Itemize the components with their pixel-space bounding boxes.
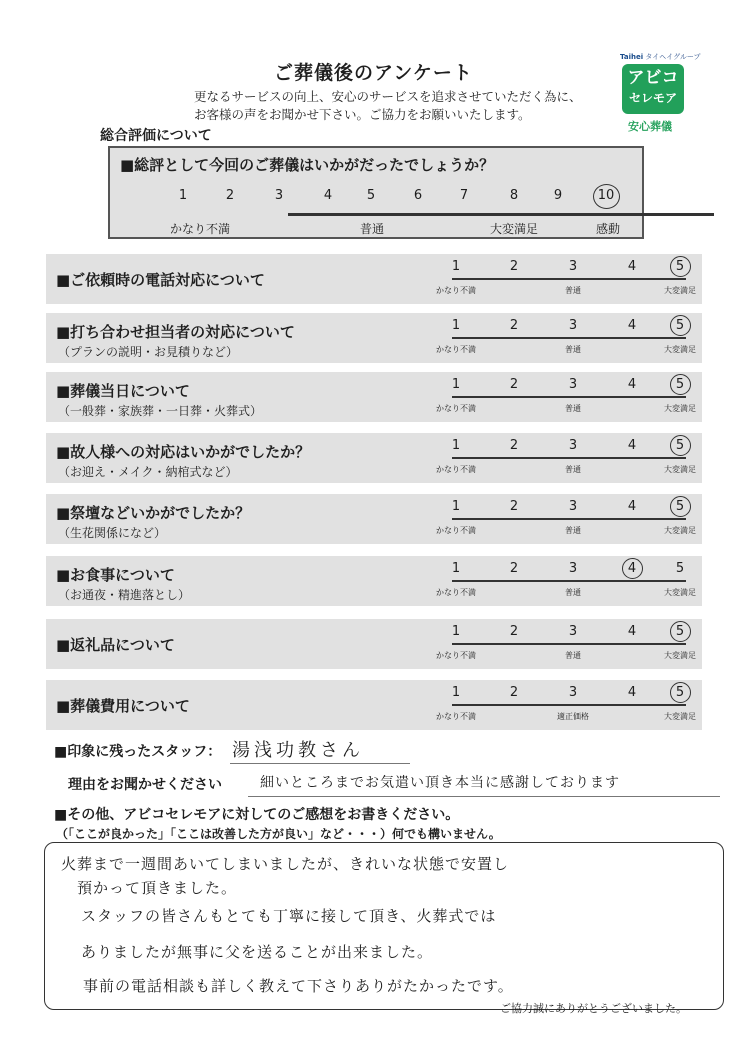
overall-label-high: 大変満足 — [489, 222, 539, 236]
reason-underline — [248, 796, 720, 797]
rating-option-2[interactable]: 2 — [509, 561, 519, 576]
rating-option-5[interactable]: 5 — [675, 685, 685, 700]
rating-option-4[interactable]: 4 — [627, 438, 637, 453]
question-row-1 — [46, 254, 702, 304]
rating-scale-line — [452, 457, 686, 459]
rating-label-1: 普通 — [565, 526, 581, 535]
rating-label-2: 大変満足 — [664, 526, 696, 535]
overall-scale-7[interactable]: 7 — [459, 188, 469, 203]
rating-label-2: 大変満足 — [664, 286, 696, 295]
rating-label-0: かなり不満 — [436, 651, 476, 660]
rating-label-0: かなり不満 — [436, 526, 476, 535]
overall-selected-circle — [593, 184, 620, 209]
logo-brand: Taihei タイヘイグループ — [620, 53, 701, 61]
rating-option-3[interactable]: 3 — [568, 377, 578, 392]
overall-scale-3[interactable]: 3 — [274, 188, 284, 203]
intro-line-2: お客様の声をお聞かせ下さい。ご協力をお願いいたします。 — [194, 107, 531, 122]
overall-scale-2[interactable]: 2 — [225, 188, 235, 203]
rating-option-4[interactable]: 4 — [627, 318, 637, 333]
comment-line-1: 火葬まで一週間あいてしまいましたが、きれいな状態で安置し — [61, 855, 510, 873]
comment-line-2: 預かって頂きました。 — [77, 879, 238, 897]
rating-option-5[interactable]: 5 — [675, 318, 685, 333]
overall-scale-6[interactable]: 6 — [413, 188, 423, 203]
rating-scale-line — [452, 278, 686, 280]
rating-label-1: 普通 — [565, 465, 581, 474]
rating-label-1: 普通 — [565, 588, 581, 597]
overall-scale-line — [288, 213, 714, 216]
rating-option-1[interactable]: 1 — [451, 318, 461, 333]
selected-rating-circle — [670, 621, 691, 642]
thanks-text: ご協力誠にありがとうございました。 — [500, 1002, 687, 1015]
rating-label-0: かなり不満 — [436, 712, 476, 721]
question-subtitle: （一般葬・家族葬・一日葬・火葬式） — [58, 404, 263, 418]
rating-option-4[interactable]: 4 — [627, 624, 637, 639]
question-subtitle: （生花関係になど） — [58, 526, 167, 540]
rating-option-1[interactable]: 1 — [451, 561, 461, 576]
rating-option-4[interactable]: 4 — [627, 377, 637, 392]
question-title: ■祭壇などいかがでしたか？ — [56, 504, 251, 522]
selected-rating-circle — [670, 256, 691, 277]
selected-rating-circle — [670, 315, 691, 336]
rating-option-3[interactable]: 3 — [568, 685, 578, 700]
rating-option-1[interactable]: 1 — [451, 499, 461, 514]
question-subtitle: （お通夜・精進落とし） — [58, 588, 191, 602]
reason-field[interactable]: 細いところまでお気遣い頂き本当に感謝しております — [260, 775, 620, 791]
rating-label-2: 大変満足 — [664, 712, 696, 721]
staff-underline — [230, 763, 410, 764]
rating-option-3[interactable]: 3 — [568, 438, 578, 453]
rating-option-1[interactable]: 1 — [451, 259, 461, 274]
page-title: ご葬儀後のアンケート — [274, 62, 473, 84]
rating-option-3[interactable]: 3 — [568, 561, 578, 576]
rating-scale-line — [452, 643, 686, 645]
rating-option-2[interactable]: 2 — [509, 499, 519, 514]
rating-option-5[interactable]: 5 — [675, 259, 685, 274]
question-row-3 — [46, 372, 702, 422]
rating-option-5[interactable]: 5 — [675, 624, 685, 639]
question-title: ■返礼品について — [56, 636, 175, 654]
question-row-2 — [46, 313, 702, 363]
rating-option-2[interactable]: 2 — [509, 318, 519, 333]
rating-option-5[interactable]: 5 — [675, 499, 685, 514]
rating-label-2: 大変満足 — [664, 345, 696, 354]
rating-option-4[interactable]: 4 — [627, 499, 637, 514]
rating-option-2[interactable]: 2 — [509, 685, 519, 700]
rating-option-2[interactable]: 2 — [509, 377, 519, 392]
question-title: ■ご依頼時の電話対応について — [56, 271, 265, 289]
overall-scale-1[interactable]: 1 — [178, 188, 188, 203]
overall-question: ■総評として今回のご葬儀はいかがだったでしょうか？ — [120, 156, 495, 174]
rating-scale-line — [452, 704, 686, 706]
overall-section-title: 総合評価について — [100, 128, 212, 144]
rating-option-4[interactable]: 4 — [627, 259, 637, 274]
rating-option-5[interactable]: 5 — [675, 561, 685, 576]
overall-label-low: かなり不満 — [169, 222, 231, 236]
question-row-4 — [46, 433, 702, 483]
question-title: ■お食事について — [56, 566, 175, 584]
logo-name-1: アビコ — [627, 68, 679, 88]
rating-option-2[interactable]: 2 — [509, 624, 519, 639]
logo-box — [622, 64, 684, 114]
rating-scale-line — [452, 580, 686, 582]
overall-scale-10[interactable]: 10 — [597, 188, 615, 203]
rating-option-1[interactable]: 1 — [451, 438, 461, 453]
selected-rating-circle — [670, 496, 691, 517]
overall-scale-5[interactable]: 5 — [366, 188, 376, 203]
question-row-6 — [46, 556, 702, 606]
selected-rating-circle — [670, 682, 691, 703]
rating-label-1: 普通 — [565, 345, 581, 354]
overall-scale-8[interactable]: 8 — [509, 188, 519, 203]
selected-rating-circle — [670, 435, 691, 456]
rating-option-1[interactable]: 1 — [451, 624, 461, 639]
selected-rating-circle — [670, 374, 691, 395]
logo-tagline: 安心葬儀 — [628, 120, 672, 133]
question-subtitle: （プランの説明・お見積りなど） — [58, 345, 239, 359]
question-subtitle: （お迎え・メイク・納棺式など） — [58, 465, 238, 479]
rating-scale-line — [452, 337, 686, 339]
comment-line-3: スタッフの皆さんもとても丁寧に接して頂き、火葬式では — [81, 907, 497, 925]
rating-option-5[interactable]: 5 — [675, 377, 685, 392]
rating-option-4[interactable]: 4 — [627, 685, 637, 700]
question-title: ■葬儀当日について — [56, 382, 190, 400]
question-title: ■故人様への対応はいかがでしたか？ — [56, 443, 311, 461]
question-row-7 — [46, 619, 702, 669]
rating-label-0: かなり不満 — [436, 588, 476, 597]
rating-option-3[interactable]: 3 — [568, 624, 578, 639]
rating-label-2: 大変満足 — [664, 588, 696, 597]
rating-label-0: かなり不満 — [436, 465, 476, 474]
overall-label-mid: 普通 — [359, 222, 385, 236]
rating-option-4[interactable]: 4 — [627, 561, 637, 576]
rating-option-1[interactable]: 1 — [451, 685, 461, 700]
question-row-5 — [46, 494, 702, 544]
comment-line-5: 事前の電話相談も詳しく教えて下さりありがたかったです。 — [83, 977, 514, 995]
rating-option-3[interactable]: 3 — [568, 259, 578, 274]
rating-scale-line — [452, 396, 686, 398]
rating-label-1: 普通 — [565, 404, 581, 413]
intro-line-1: 更なるサービスの向上、安心のサービスを追求させていただく為に、 — [194, 89, 582, 104]
overall-scale-9[interactable]: 9 — [553, 188, 563, 203]
comments-label: ■その他、アビコセレモアに対してのご感想をお書きください。 — [54, 807, 460, 823]
reason-label: 理由をお聞かせください — [68, 777, 222, 793]
rating-scale-line — [452, 518, 686, 520]
rating-label-2: 大変満足 — [664, 404, 696, 413]
rating-label-1: 普通 — [565, 651, 581, 660]
question-row-8 — [46, 680, 702, 730]
rating-label-1: 適正価格 — [557, 712, 589, 721]
rating-option-1[interactable]: 1 — [451, 377, 461, 392]
overall-label-top: 感動 — [595, 222, 621, 236]
comment-line-4: ありましたが無事に父を送ることが出来ました。 — [81, 943, 434, 961]
intro-text — [194, 88, 614, 124]
rating-label-0: かなり不満 — [436, 404, 476, 413]
overall-rating-box — [108, 146, 644, 239]
rating-option-5[interactable]: 5 — [675, 438, 685, 453]
rating-option-3[interactable]: 3 — [568, 318, 578, 333]
question-title: ■打ち合わせ担当者の対応について — [56, 323, 295, 341]
logo-name-2: セレモア — [628, 91, 677, 105]
question-title: ■葬儀費用について — [56, 697, 190, 715]
rating-option-2[interactable]: 2 — [509, 259, 519, 274]
rating-label-2: 大変満足 — [664, 651, 696, 660]
selected-rating-circle — [622, 558, 643, 579]
staff-name-field[interactable]: 湯浅功教さん — [232, 740, 364, 761]
rating-option-3[interactable]: 3 — [568, 499, 578, 514]
comments-box[interactable] — [44, 842, 724, 1010]
rating-label-1: 普通 — [565, 286, 581, 295]
rating-label-2: 大変満足 — [664, 465, 696, 474]
staff-label: ■印象に残ったスタッフ： — [54, 744, 222, 760]
rating-label-0: かなり不満 — [436, 286, 476, 295]
rating-option-2[interactable]: 2 — [509, 438, 519, 453]
comments-hint: （「ここが良かった」「ここは改善した方が良い」など・・・）何でも構いません。 — [56, 827, 501, 841]
overall-scale-4[interactable]: 4 — [323, 188, 333, 203]
company-logo — [620, 52, 701, 136]
rating-label-0: かなり不満 — [436, 345, 476, 354]
